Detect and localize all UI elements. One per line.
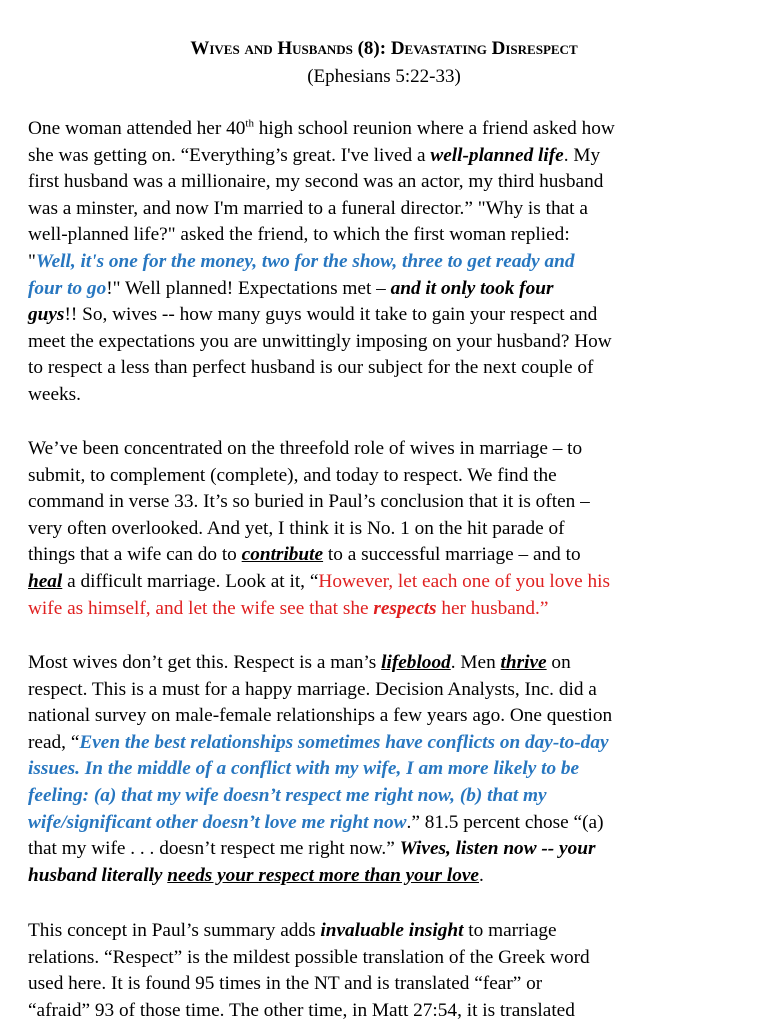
emphasis-text: husband literally [28, 864, 168, 886]
emphasis-text: contribute [241, 544, 324, 566]
text-run: that my wife . . . doesn’t respect me right now.” [28, 838, 400, 860]
text-line: We’ve been concentrated on the threefold role of wives in marriage – to [28, 438, 583, 459]
text-run: !" Well planned! Expectations met – [106, 277, 391, 299]
text-line: was a minster, and now I'm married to a funeral director.” "Why is that a [28, 197, 588, 219]
text-line: weeks. [28, 383, 82, 405]
text-line [28, 276, 768, 303]
text-line [28, 810, 768, 837]
emphasis-text: guys [28, 304, 65, 326]
text-run: a difficult marriage. Look at it, “ [62, 570, 319, 592]
text-run: !! So, wives -- how many guys would it take to gain your respect and [64, 304, 598, 326]
text-run: . My [563, 144, 601, 166]
emphasis-text: and it only took four [390, 277, 554, 299]
text-line [28, 542, 768, 569]
quote-text: wife/significant other doesn’t love me right now [28, 811, 407, 833]
text-line: submit, to complement (complete), and today to respect. We find the [28, 464, 557, 486]
text-run: read, “ [28, 731, 80, 753]
quote-line: issues. In the middle of a conflict with my wife, I am more likely to be [28, 758, 580, 780]
text-run: to marriage [463, 920, 557, 941]
text-run: she was getting on. “Everything’s great. I've lived a [28, 144, 431, 166]
text-line [28, 730, 768, 757]
emphasis-text: heal [28, 570, 63, 592]
scripture-emphasis: respects [373, 597, 437, 619]
emphasis-text: thrive [500, 652, 547, 673]
text-line [28, 918, 768, 945]
text-line: used here. It is found 95 times in the NT and is translated “fear” or [28, 973, 543, 995]
text-run: high school reunion where a friend asked how [253, 118, 615, 139]
text-line: first husband was a millionaire, my second was an actor, my third husband [28, 171, 604, 193]
text-line [28, 863, 768, 890]
ordinal-superscript: th [245, 117, 254, 130]
text-run: . Men [450, 652, 501, 673]
text-line: relations. “Respect” is the mildest possible translation of the Greek word [28, 946, 590, 968]
scripture-quote: wife as himself, and let the wife see that she [28, 597, 374, 619]
text-line [28, 302, 768, 329]
text-line [28, 116, 768, 143]
text-line: to respect a less than perfect husband is our subject for the next couple of [28, 357, 594, 379]
text-line: national survey on male-female relationships a few years ago. One question [28, 705, 613, 727]
text-run: One woman attended her 40 [28, 118, 246, 139]
quote-text: four to go [28, 277, 107, 299]
emphasis-text: needs your respect more than your love [167, 864, 479, 886]
document-title: Wives and Husbands (8): Devastating Disrespect [190, 38, 578, 59]
text-run: Most wives don’t get this. Respect is a man’s [28, 652, 382, 673]
text-run: to a successful marriage – and to [323, 544, 581, 566]
text-run: " [28, 250, 36, 272]
emphasis-text: lifeblood [381, 652, 451, 673]
text-line: well-planned life?" asked the friend, to which the first woman replied: [28, 224, 570, 246]
paragraph-greek-word [28, 918, 768, 1024]
scripture-reference: (Ephesians 5:22-33) [307, 66, 461, 87]
quote-line: feeling: (a) that my wife doesn’t respect me right now, (b) that my [28, 784, 547, 806]
text-line [28, 143, 768, 170]
paragraph-role-of-wives [28, 436, 768, 622]
emphasis-text: invaluable insight [320, 920, 464, 941]
text-line: respect. This is a must for a happy marriage. Decision Analysts, Inc. did a [28, 678, 597, 700]
quote-text: Well, it's one for the money, two for the show, three to get ready and [35, 250, 575, 272]
text-run: . [478, 864, 484, 886]
scripture-quote: her husband.” [436, 597, 549, 619]
text-run: on [546, 652, 571, 673]
text-line [28, 569, 768, 596]
text-run: things that a wife can do to [28, 544, 242, 566]
paragraph-survey [28, 650, 768, 889]
text-run: This concept in Paul’s summary adds [28, 920, 321, 941]
text-line [28, 596, 768, 623]
emphasis-text: well-planned life [430, 144, 564, 166]
text-line [28, 249, 768, 276]
emphasis-text: Wives, listen now -- your [399, 838, 596, 860]
text-run: .” 81.5 percent chose “(a) [406, 811, 604, 833]
text-line: “afraid” 93 of those time. The other time, in Matt 27:54, it is translated [28, 999, 575, 1021]
paragraph-reunion-story [28, 116, 768, 409]
text-line: very often overlooked. And yet, I think it is No. 1 on the hit parade of [28, 517, 565, 539]
quote-text: Even the best relationships sometimes have conflicts on day-to-day [79, 731, 609, 753]
text-line [28, 650, 768, 677]
scripture-quote: However, let each one of you love his [318, 570, 610, 592]
text-line: command in verse 33. It’s so buried in Paul’s conclusion that it is often – [28, 491, 590, 513]
text-line [28, 836, 768, 863]
text-line: meet the expectations you are unwittingly imposing on your husband? How [28, 330, 612, 352]
